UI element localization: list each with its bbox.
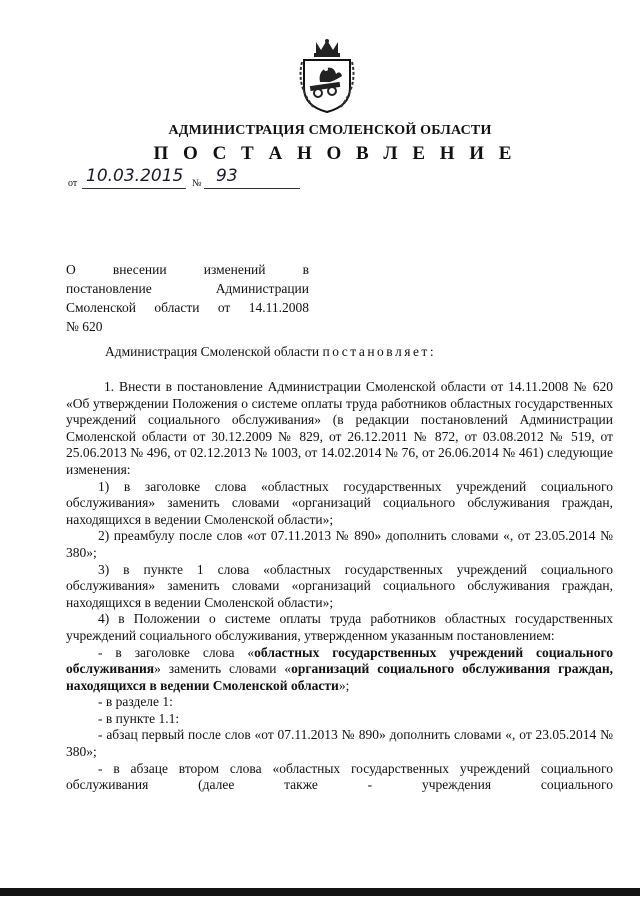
organization-title: АДМИНИСТРАЦИЯ СМОЛЕНСКОЙ ОБЛАСТИ: [168, 123, 492, 138]
subject-line: [66, 298, 309, 317]
paragraph: 1. Внести в постановление Администрации Смоленской области от 14.11.2008 № 620 «Об утверждении Положения о системе оплаты труда работников областных государственных учреждений социального обслуживания» (в редакции постановлений Администрации Смоленской области от 30.12.2009 № 829, от 26.12.2011 № 872, от 03.08.2012 № 519, от 25.06.2013 № 496, от 02.12.2013 № 1003, от 14.02.2014 № 76, от 26.06.2014 № 461) следующие изменения:: [66, 379, 613, 477]
bold-run: областных государственных учреждений социального обслуживания: [66, 644, 613, 677]
text-run: - в заголовке слова «: [98, 644, 255, 660]
text-run: »;: [338, 677, 350, 693]
document-body: [66, 379, 613, 794]
decree-lead-text: Администрация Смоленской области: [105, 344, 320, 359]
subject-word: 14.11.2008: [248, 300, 309, 315]
smolensk-coat-of-arms-icon: [296, 38, 358, 114]
number-underline: [204, 188, 300, 189]
decree-verb: постановляет:: [322, 344, 437, 359]
subject-line: [66, 279, 309, 298]
date-label: от: [68, 178, 78, 189]
bold-run: организаций социального обслуживания граждан, находящихся в ведении Смоленской области: [66, 661, 613, 693]
subject-line: [66, 260, 309, 279]
subject-word: Администрации: [215, 281, 309, 296]
subject-word: Смоленской: [66, 300, 136, 315]
paragraph: [66, 645, 613, 695]
decree-lead: [105, 344, 436, 360]
paragraph: - абзац первый после слов «от 07.11.2013 № 890» дополнить словами «, от 23.05.2014 № 380»;: [66, 727, 613, 760]
date-value: 10.03.2015: [86, 166, 184, 186]
subject-line: № 620: [66, 319, 103, 334]
paragraph: - в абзаце втором слова «областных государственных учреждений социального обслуживания (далее также - учреждения социального: [66, 760, 613, 793]
paragraph: 4) в Положении о системе оплаты труда работников областных государственных учреждений социального обслуживания, утвержденном указанным постановлением:: [66, 611, 613, 643]
paragraph: 1) в заголовке слова «областных государственных учреждений социального обслуживания» заменить словами «организаций социального обслуживания граждан, находящихся в ведении Смоленской области»;: [66, 478, 613, 527]
paragraph: - в пункте 1.1:: [98, 710, 180, 726]
document-subject: [66, 260, 309, 336]
paragraph: - в разделе 1:: [98, 694, 173, 710]
date-underline: [82, 188, 186, 189]
text-run: » заменить словами «: [154, 661, 292, 677]
subject-word: постановление: [66, 281, 152, 296]
paragraph: 2) преамбулу после слов «от 07.11.2013 № 890» дополнить словами «, от 23.05.2014 № 380»;: [66, 528, 613, 560]
subject-word: внесении: [112, 262, 167, 277]
number-value: 93: [216, 166, 238, 186]
subject-word: О: [66, 262, 76, 277]
page-bottom-bar: [0, 888, 640, 896]
paragraph: 3) в пункте 1 слова «областных государственных учреждений социального обслуживания» заменить словами «организаций социального обслуживания граждан, находящихся в ведении Смоленской области»;: [66, 561, 613, 610]
date-number-line: [68, 168, 308, 190]
subject-word: области: [154, 300, 200, 315]
subject-word: в: [302, 262, 309, 277]
document-type-heading: П О С Т А Н О В Л Е Н И Е: [153, 143, 517, 164]
number-label: №: [192, 178, 202, 189]
subject-word: изменений: [203, 262, 266, 277]
subject-word: от: [217, 300, 231, 315]
